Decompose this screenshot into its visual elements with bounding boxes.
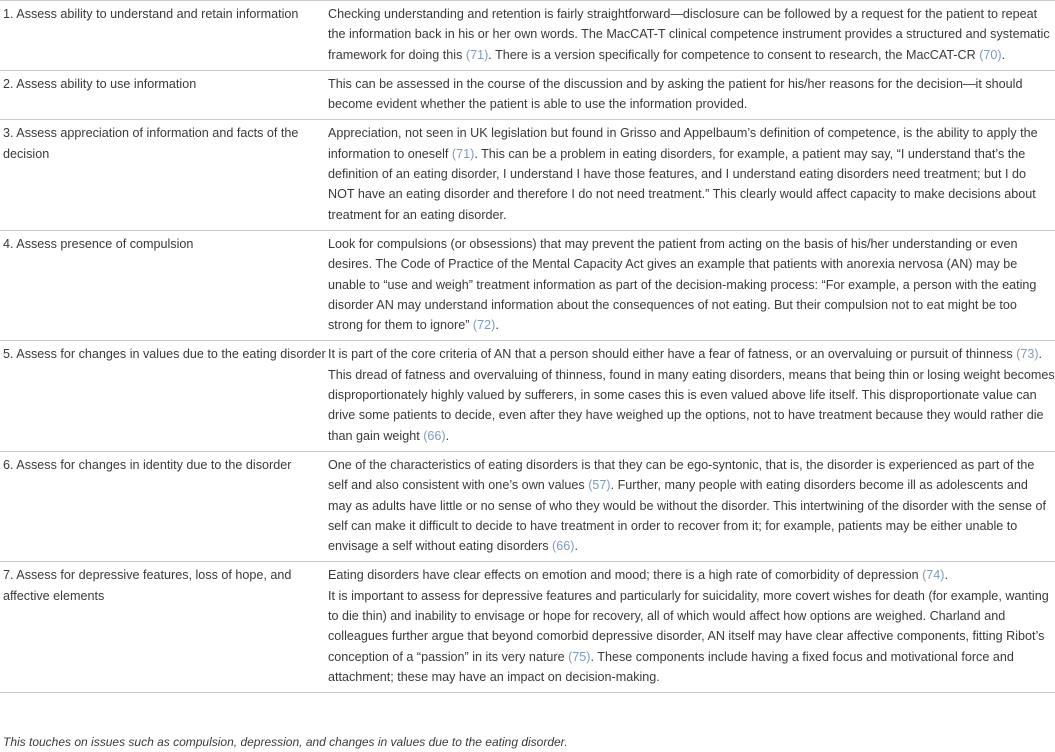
row-description-cell	[328, 451, 1055, 561]
row-label-cell	[0, 230, 328, 340]
row-description	[328, 231, 1055, 340]
row-label: 5. Assess for changes in values due to the eating disorder	[3, 347, 326, 362]
row-description-cell	[328, 230, 1055, 340]
row-description	[328, 1, 1055, 70]
description-text: Look for compulsions (or obsessions) that may prevent the patient from acting on the basis of his/her understanding or even desires. The Code of Practice of the Mental Capacity Act gives an example that patients with anorexia nervosa (AN) may be unable to “use and weigh” treatment information as part of the decision-making process: “For example, a person with the eating disorder AN may understand information about the consequences of not eating. But their compulsion not to eat might be too strong for them to ignore”	[328, 236, 1037, 333]
row-label: 2. Assess ability to use information	[3, 76, 197, 91]
row-description-cell	[328, 120, 1055, 230]
row-label-cell	[0, 562, 328, 693]
description-text: .	[1001, 47, 1006, 62]
description-text: Appreciation, not seen in UK legislation but found in Grisso and Appelbaum’s definition of competence, is the ability to apply the information to oneself	[328, 126, 1038, 161]
description-text: One of the characteristics of eating disorders is that they can be ego-syntonic, that is, the disorder is experienced as part of the self and also consistent with one’s own values	[328, 457, 1035, 493]
citation-link[interactable]: (72)	[472, 318, 496, 333]
row-label: 3. Assess appreciation of information and facts of the decision	[3, 126, 299, 161]
row-description	[328, 120, 1055, 229]
description-text: .	[574, 539, 578, 554]
citation-link[interactable]: (71)	[451, 146, 475, 161]
row-label-cell	[0, 120, 328, 230]
row-label-cell	[0, 341, 328, 451]
description-text: . Further, many people with eating disorders become ill as adolescents and may as adults have little or no sense of who they would be without the disorder. This intertwining of the disorder with the sense of self can make it difficult to decide to have treatment in order to recover from it; for example, patients may be either unable to envisage a self without eating disorders	[328, 478, 1047, 554]
row-label-cell	[0, 70, 328, 120]
table-row	[0, 70, 1055, 120]
description-text: It is important to assess for depressive features and particularly for suicidality, more covert wishes for death (for example, wanting to die thin) and inability to envisage or hope for recovery, all of which would affect how options are weighed. Charland and colleagues further argue that beyond comorbid depressive disorder, AN itself may have clear affective components, fitting Ribot’s conception of a “passion” in its very nature	[328, 588, 1049, 664]
row-description-cell	[328, 341, 1055, 451]
citation-link[interactable]: (66)	[552, 539, 575, 554]
citation-link[interactable]: (75)	[568, 649, 591, 664]
row-description	[328, 562, 1055, 692]
description-text: .	[445, 428, 450, 443]
description-text: . This dread of fatness and overvaluing of thinness, found in many eating disorders, means that being thin or losing weight becomes disproportionately highly valued by sufferers, in some cases this is even valued above life itself. This disproportionate value can drive some patients to decide, even after they have weighed up the options, not to have treatment because they would rather die than gain weight	[328, 347, 1055, 443]
description-text: Eating disorders have clear effects on emotion and mood; there is a high rate of comorbidity of depression	[328, 568, 923, 583]
table-row	[0, 1, 1055, 71]
table-row	[0, 230, 1055, 340]
description-text: .	[495, 318, 499, 333]
table-row	[0, 562, 1055, 693]
description-text: . These components include having a fixed focus and motivational force and attachment; these may have an impact on decision-making.	[328, 649, 1014, 684]
row-description-cell	[328, 562, 1055, 693]
row-label: 4. Assess presence of compulsion	[3, 236, 194, 251]
row-label-cell	[0, 1, 328, 71]
citation-link[interactable]: (66)	[423, 428, 446, 443]
table-row	[0, 341, 1055, 451]
description-text: Checking understanding and retention is fairly straightforward—disclosure can be followed by a request for the patient to repeat the information back in his or her own words. The MacCAT-T clinical competence instrument provides a structured and systematic framework for doing this	[328, 7, 1050, 62]
row-description	[328, 341, 1055, 450]
table-footnote: This touches on issues such as compulsion, depression, and changes in values due to the eating disorder.	[3, 735, 568, 749]
description-text: .	[944, 568, 949, 583]
description-text: It is part of the core criteria of AN that a person should either have a fear of fatness, or an overvaluing or pursuit of thinness	[328, 347, 1017, 362]
row-label: 1. Assess ability to understand and retain information	[3, 7, 299, 21]
row-description-cell	[328, 1, 1055, 71]
table-row	[0, 451, 1055, 561]
table-row	[0, 120, 1055, 230]
row-description	[328, 452, 1055, 561]
row-description	[328, 71, 1055, 120]
description-text: . This can be a problem in eating disorders, for example, a patient may say, “I understand that’s the definition of an eating disorder, I understand I have those features, and I understand eating disorders need treatment; but I do NOT have an eating disorder and therefore I do not need treatment.” This clearly would affect capacity to make decisions about treatment for an eating disorder.	[328, 146, 1036, 222]
row-label: 7. Assess for depressive features, loss of hope, and affective elements	[3, 568, 292, 603]
citation-link[interactable]: (57)	[588, 478, 611, 493]
description-text: . There is a version specifically for competence to consent to research, the MacCAT-CR	[488, 47, 980, 62]
citation-link[interactable]: (73)	[1016, 347, 1039, 362]
citation-link[interactable]: (71)	[465, 47, 489, 62]
citation-link[interactable]: (70)	[979, 47, 1002, 62]
row-label: 6. Assess for changes in identity due to the disorder	[3, 457, 292, 472]
citation-link[interactable]: (74)	[922, 568, 945, 583]
row-description-cell	[328, 70, 1055, 120]
row-label-cell	[0, 451, 328, 561]
description-text: This can be assessed in the course of the discussion and by asking the patient for his/her reasons for the decision—it should become evident whether the patient is able to use the information provided.	[328, 76, 1023, 112]
